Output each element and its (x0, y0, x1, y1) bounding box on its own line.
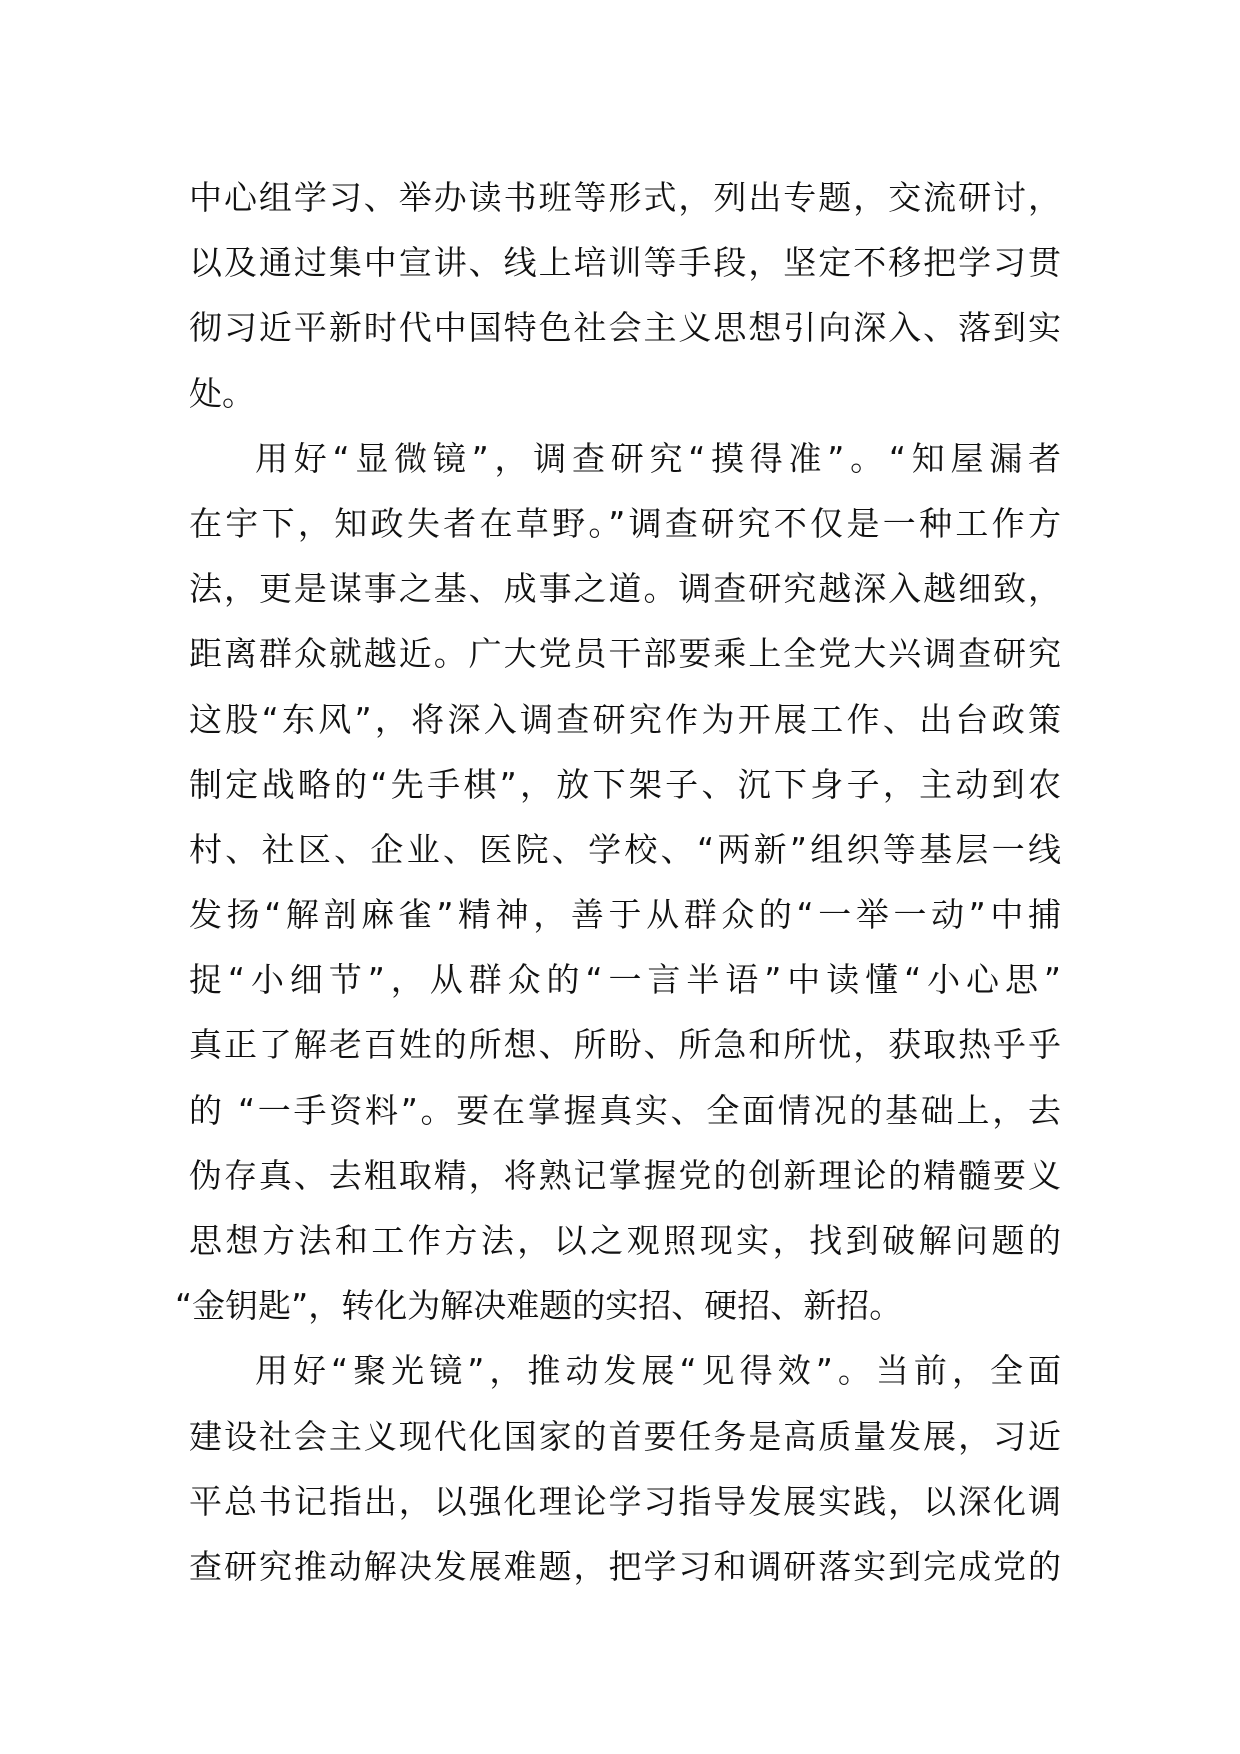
text-line: 法，更是谋事之基、成事之道。调查研究越深入越细致， (189, 569, 1061, 609)
text-line: 距离群众就越近。广大党员干部要乘上全党大兴调查研究 (189, 634, 1061, 674)
text-line: 捉“小细节”，从群众的“一言半语”中读懂“小心思” (189, 960, 1061, 1000)
text-line: 平总书记指出，以强化理论学习指导发展实践，以深化调 (189, 1481, 1061, 1521)
text-line: 建设社会主义现代化国家的首要任务是高质量发展，习近 (189, 1416, 1061, 1456)
text-line: 处。 (189, 373, 255, 413)
text-line: 伪存真、去粗取精，将熟记掌握党的创新理论的精髓要义 (189, 1155, 1061, 1195)
paragraph-heading-line: 用好“显微镜”，调查研究“摸得准”。“知屋漏者 (255, 438, 1061, 478)
text-line: 以及通过集中宣讲、线上培训等手段，坚定不移把学习贯 (189, 243, 1061, 283)
paragraph-2 (175, 426, 1061, 1339)
text-line: 思想方法和工作方法，以之观照现实，找到破解问题的 (189, 1221, 1061, 1260)
paragraph-heading-line: 用好“聚光镜”，推动发展“见得效”。当前，全面 (255, 1351, 1061, 1391)
text-line: 发扬“解剖麻雀”精神，善于从群众的“一举一动”中捕 (189, 895, 1061, 935)
text-line: 制定战略的“先手棋”，放下架子、沉下身子，主动到农 (189, 764, 1061, 804)
text-line: 在宇下，知政失者在草野。”调查研究不仅是一种工作方 (189, 503, 1061, 543)
text-line: 中心组学习、举办读书班等形式，列出专题，交流研讨， (189, 178, 1061, 217)
text-line: 查研究推动解决发展难题，把学习和调研落实到完成党的 (189, 1546, 1061, 1586)
text-line: “金钥匙”，转化为解决难题的实招、硬招、新招。 (175, 1286, 903, 1326)
text-line: 的 “一手资料”。要在掌握真实、全面情况的基础上，去 (189, 1090, 1061, 1130)
paragraph-3 (189, 1338, 1061, 1599)
text-line: 彻习近平新时代中国特色社会主义思想引向深入、落到实 (189, 308, 1061, 348)
paragraph-1 (189, 165, 1061, 426)
text-line: 村、社区、企业、医院、学校、“两新”组织等基层一线 (189, 829, 1061, 869)
text-line: 真正了解老百姓的所想、所盼、所急和所忧，获取热乎乎 (189, 1025, 1061, 1065)
text-line: 这股“东风”，将深入调查研究作为开展工作、出台政策 (189, 699, 1061, 739)
document-page (175, 165, 1061, 1599)
